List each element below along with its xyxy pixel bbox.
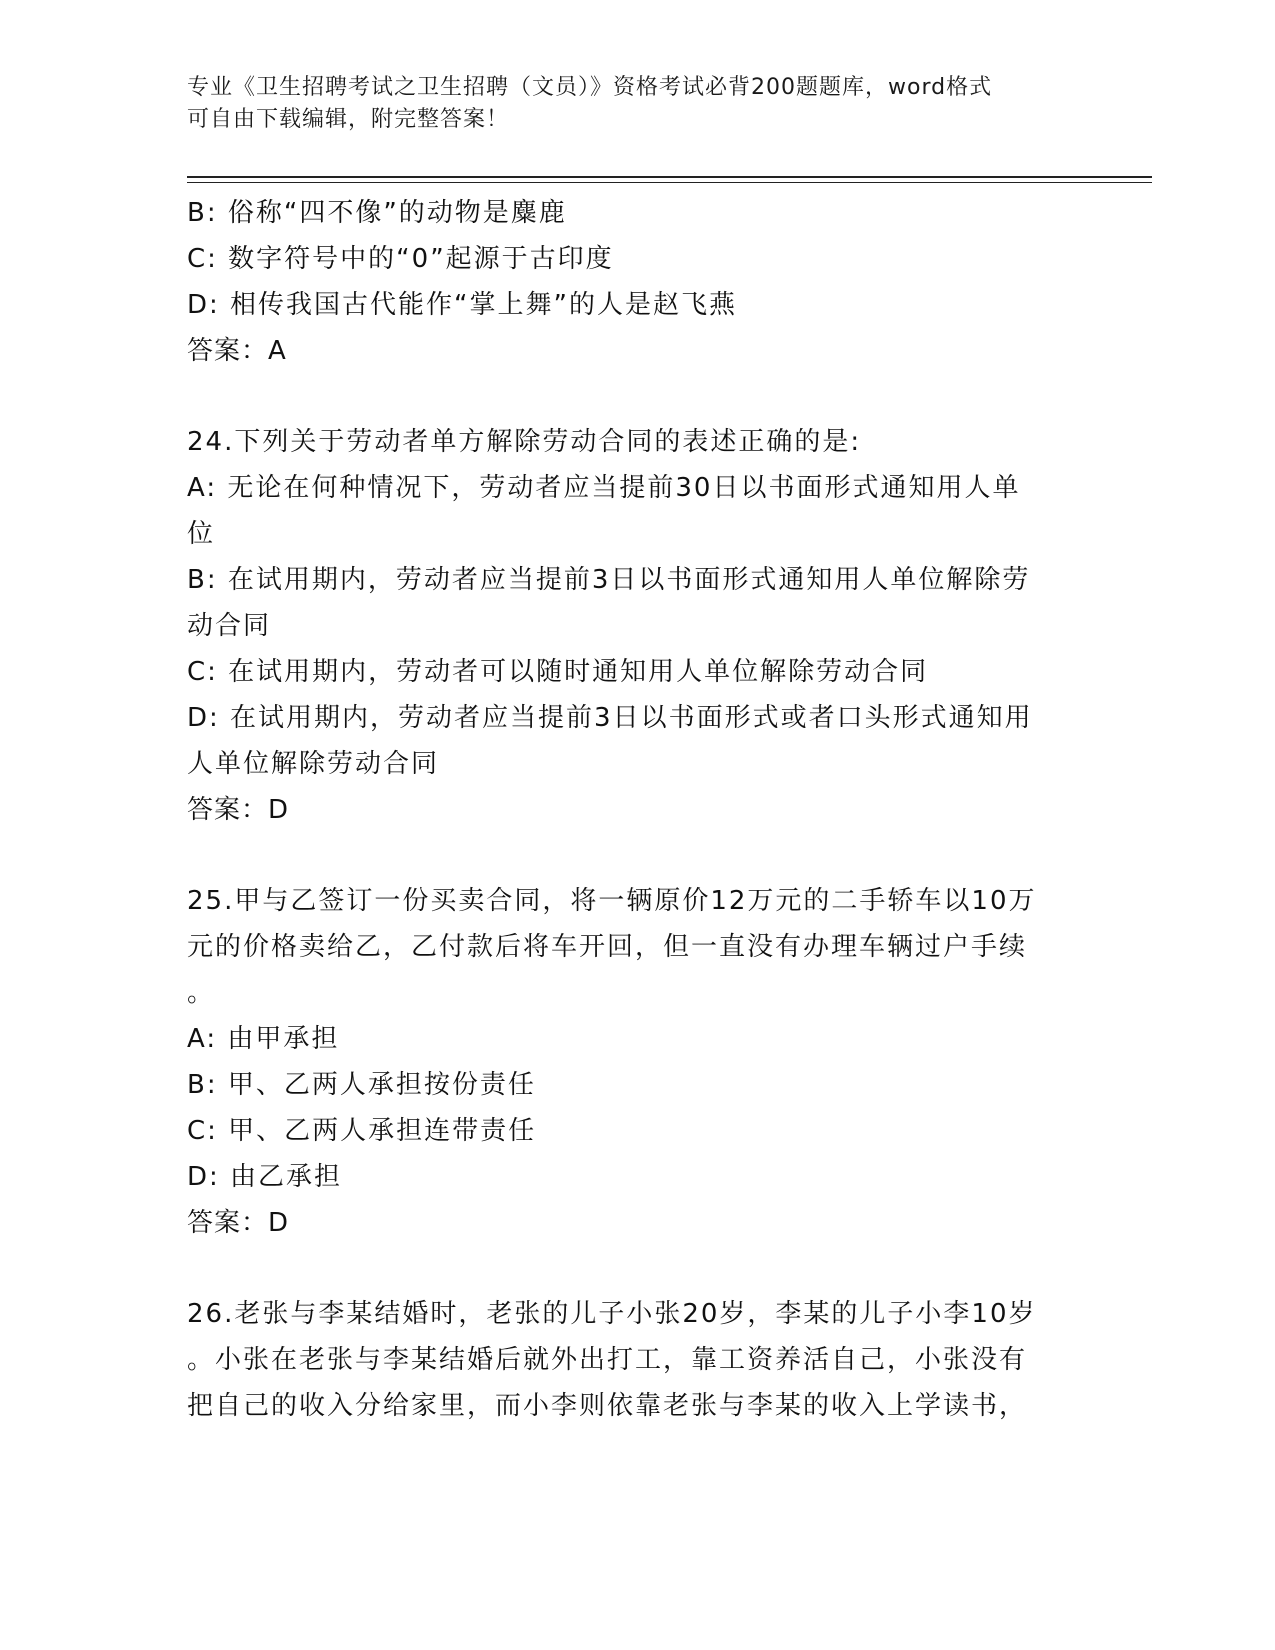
q25-option-a: A: 由甲承担 bbox=[187, 1024, 340, 1054]
question-24 bbox=[187, 419, 1087, 833]
q25-option-d: D: 由乙承担 bbox=[187, 1162, 343, 1192]
question-23 bbox=[187, 190, 1087, 374]
document-content bbox=[187, 190, 1087, 1429]
q26-stem-line-2: 。小张在老张与李某结婚后就外出打工，靠工资养活自己，小张没有 bbox=[187, 1345, 1028, 1375]
q25-stem-line-2: 元的价格卖给乙，乙付款后将车开回，但一直没有办理车辆过户手续 bbox=[187, 932, 1028, 962]
header-line-1: 专业《卫生招聘考试之卫生招聘（文员）》资格考试必背200题题库，word格式 bbox=[187, 75, 993, 100]
header-rule-thick bbox=[187, 176, 1152, 178]
q23-option-c: C: 数字符号中的“0”起源于古印度 bbox=[187, 244, 614, 274]
question-26 bbox=[187, 1291, 1087, 1429]
q25-stem-line-1: 25.甲与乙签订一份买卖合同，将一辆原价12万元的二手轿车以10万 bbox=[187, 886, 1037, 916]
page-header bbox=[187, 72, 1087, 136]
q24-stem: 24.下列关于劳动者单方解除劳动合同的表述正确的是: bbox=[187, 427, 862, 457]
q24-option-d-line-1: D: 在试用期内，劳动者应当提前3日以书面形式或者口头形式通知用 bbox=[187, 703, 1033, 733]
q26-stem-line-3: 把自己的收入分给家里，而小李则依靠老张与李某的收入上学读书， bbox=[187, 1391, 1028, 1421]
q25-answer: 答案：D bbox=[187, 1208, 290, 1238]
q24-option-a-line-2: 位 bbox=[187, 519, 216, 549]
q25-stem-line-3: 。 bbox=[187, 978, 216, 1008]
q23-option-b: B: 俗称“四不像”的动物是麋鹿 bbox=[187, 198, 567, 228]
q25-option-b: B: 甲、乙两人承担按份责任 bbox=[187, 1070, 536, 1100]
header-rule-thin bbox=[187, 182, 1152, 183]
q26-stem-line-1: 26.老张与李某结婚时，老张的儿子小张20岁，李某的儿子小李10岁 bbox=[187, 1299, 1037, 1329]
q24-option-b-line-2: 动合同 bbox=[187, 611, 272, 641]
q24-answer: 答案：D bbox=[187, 795, 290, 825]
q24-option-c: C: 在试用期内，劳动者可以随时通知用人单位解除劳动合同 bbox=[187, 657, 929, 687]
q23-answer: 答案：A bbox=[187, 336, 287, 366]
q25-option-c: C: 甲、乙两人承担连带责任 bbox=[187, 1116, 537, 1146]
question-25 bbox=[187, 878, 1087, 1246]
header-line-2: 可自由下载编辑，附完整答案！ bbox=[187, 107, 510, 132]
q24-option-a-line-1: A: 无论在何种情况下，劳动者应当提前30日以书面形式通知用人单 bbox=[187, 473, 1021, 503]
q24-option-d-line-2: 人单位解除劳动合同 bbox=[187, 749, 440, 779]
q24-option-b-line-1: B: 在试用期内，劳动者应当提前3日以书面形式通知用人单位解除劳 bbox=[187, 565, 1031, 595]
q23-option-d: D: 相传我国古代能作“掌上舞”的人是赵飞燕 bbox=[187, 290, 737, 320]
